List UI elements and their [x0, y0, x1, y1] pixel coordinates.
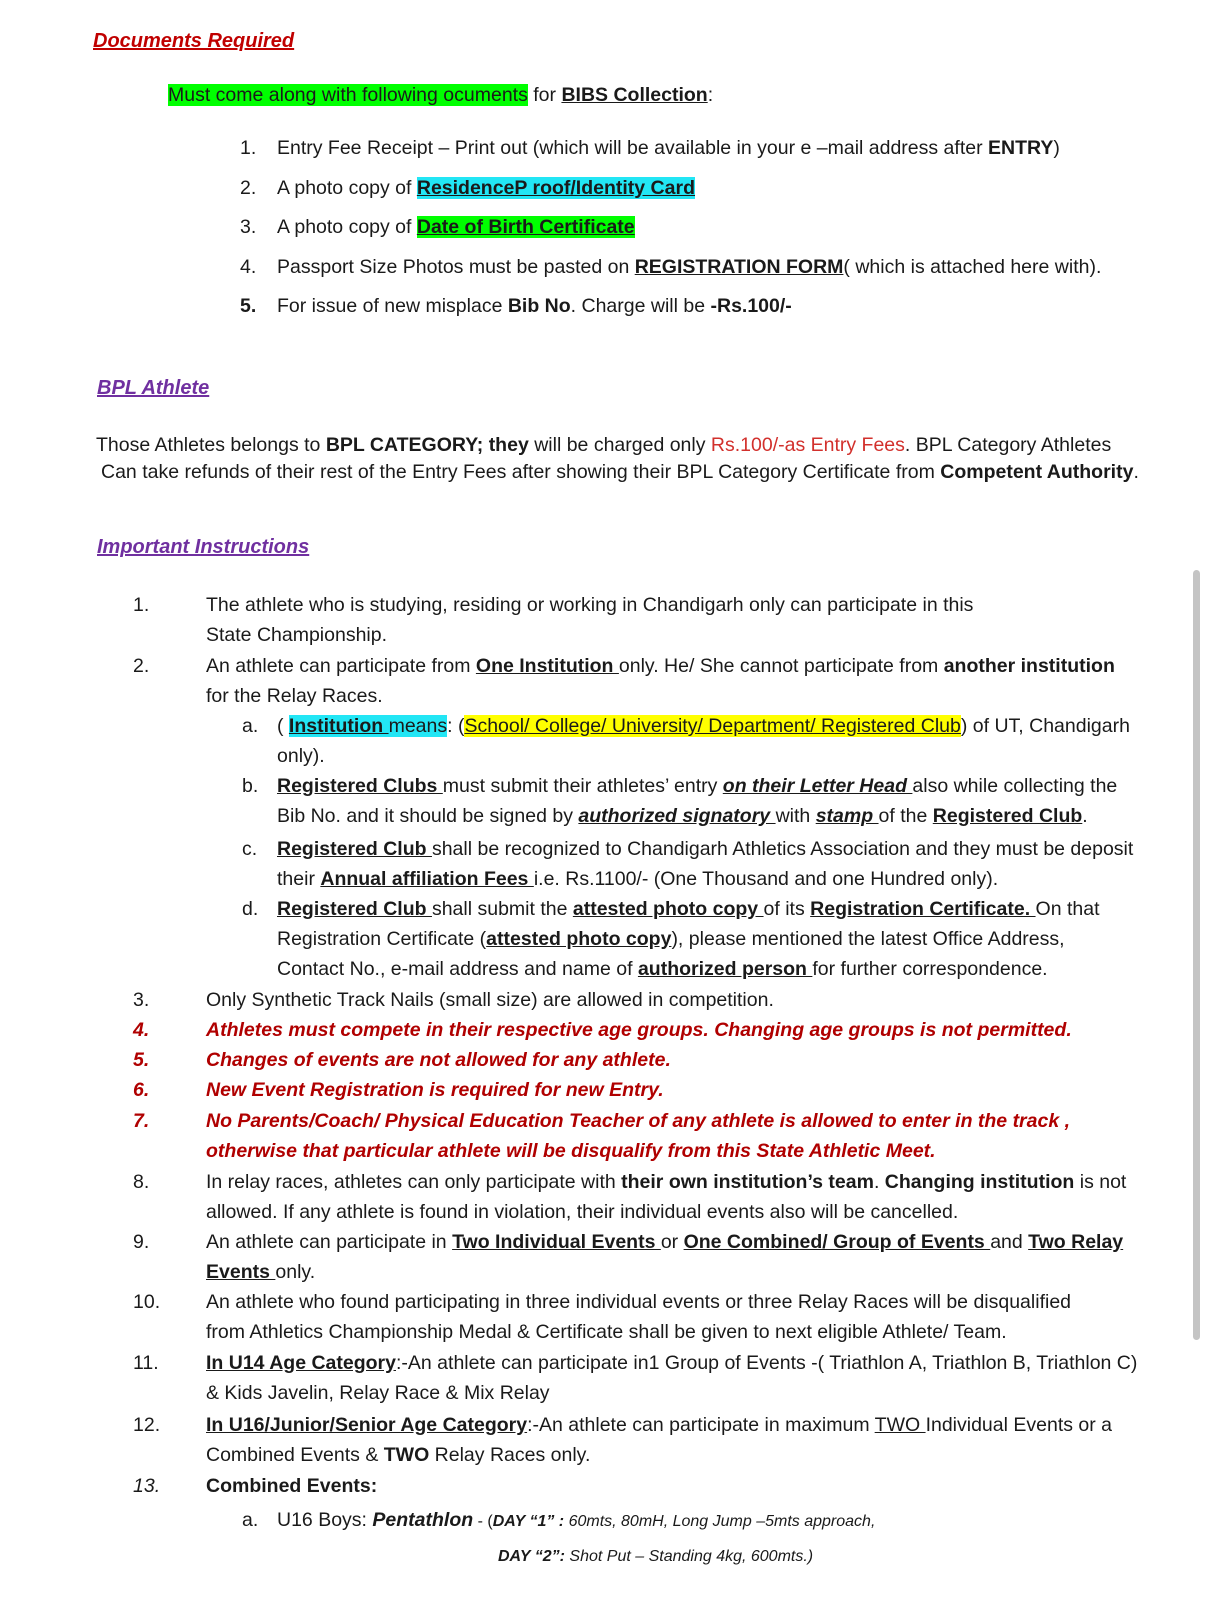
- instr-number: 1.: [133, 594, 150, 616]
- sub-text: Contact No., e-mail address and name of authorized person for further correspondence.: [277, 958, 1048, 980]
- sub-letter: d.: [242, 898, 259, 920]
- instr-number: 12.: [133, 1414, 161, 1436]
- instr-text: An athlete can participate from One Institution only. He/ She cannot participate from another institution: [206, 655, 1115, 677]
- instr-text: State Championship.: [206, 624, 388, 646]
- documents-required-heading: Documents Required: [93, 30, 295, 52]
- doc-item-number: 3.: [240, 216, 257, 238]
- bibs-intro-line: Must come along with following ocuments for BIBS Collection:: [168, 84, 714, 106]
- instr-text: & Kids Javelin, Relay Race & Mix Relay: [206, 1382, 550, 1404]
- instr-number: 8.: [133, 1171, 150, 1193]
- sub-text: only).: [277, 745, 325, 767]
- instr-number: 2.: [133, 655, 150, 677]
- instr-text-warning: No Parents/Coach/ Physical Education Teacher of any athlete is allowed to enter in the track ,: [206, 1110, 1071, 1132]
- instr-text-warning: New Event Registration is required for new Entry.: [206, 1079, 664, 1101]
- instr-text: Events only.: [206, 1261, 316, 1283]
- instr-text: The athlete who is studying, residing or working in Chandigarh only can participate in this: [206, 594, 974, 616]
- doc-item: Entry Fee Receipt – Print out (which will be available in your e –mail address after ENTRY): [277, 137, 1060, 159]
- instr-text: In U14 Age Category:-An athlete can participate in1 Group of Events -( Triathlon A, Triathlon B, Triathlon C): [206, 1352, 1138, 1374]
- bpl-paragraph-line: Those Athletes belongs to BPL CATEGORY; they will be charged only Rs.100/-as Entry Fees. BPL Category Athletes: [96, 434, 1112, 456]
- instr-number: 5.: [133, 1049, 150, 1071]
- sub-letter: a.: [242, 715, 259, 737]
- sub-text: DAY “2”: Shot Put – Standing 4kg, 600mts.): [498, 1548, 814, 1565]
- sub-text: Registered Club shall be recognized to Chandigarh Athletics Association and they must be deposit: [277, 838, 1134, 860]
- sub-text: U16 Boys: Pentathlon - (DAY “1” : 60mts, 80mH, Long Jump –5mts approach,: [277, 1509, 876, 1531]
- instr-number: 13.: [133, 1475, 161, 1497]
- doc-item-number: 5.: [240, 295, 257, 317]
- instr-text-warning: Changes of events are not allowed for any athlete.: [206, 1049, 671, 1071]
- sub-text: Registered Club shall submit the attested photo copy of its Registration Certificate. On that: [277, 898, 1100, 920]
- instr-text: from Athletics Championship Medal & Certificate shall be given to next eligible Athlete/ Team.: [206, 1321, 1007, 1343]
- instr-text: Combined Events:: [206, 1475, 378, 1497]
- sub-letter: c.: [242, 838, 258, 860]
- bpl-athlete-heading: BPL Athlete: [97, 377, 210, 399]
- instr-text: In relay races, athletes can only participate with their own institution’s team. Changing institution is not: [206, 1171, 1127, 1193]
- instr-text: for the Relay Races.: [206, 685, 383, 707]
- doc-item-number: 4.: [240, 256, 257, 278]
- sub-text: Registration Certificate (attested photo copy), please mentioned the latest Office Address,: [277, 928, 1065, 950]
- instr-number: 4.: [133, 1019, 150, 1041]
- intro-highlight: Must come along with following ocuments: [168, 84, 528, 106]
- doc-item: A photo copy of Date of Birth Certificate: [277, 216, 635, 238]
- instr-text-warning: otherwise that particular athlete will be disqualify from this State Athletic Meet.: [206, 1140, 936, 1162]
- scrollbar[interactable]: [1193, 570, 1200, 1340]
- instr-text: Only Synthetic Track Nails (small size) are allowed in competition.: [206, 989, 774, 1011]
- instr-text: An athlete can participate in Two Individual Events or One Combined/ Group of Events and Two Relay: [206, 1231, 1124, 1253]
- important-instructions-heading: Important Instructions: [97, 536, 310, 558]
- doc-item: A photo copy of ResidenceP roof/Identity Card: [277, 177, 695, 199]
- instr-text: An athlete who found participating in three individual events or three Relay Races will be disqualified: [206, 1291, 1072, 1313]
- instr-text-warning: Athletes must compete in their respective age groups. Changing age groups is not permitted.: [206, 1019, 1072, 1041]
- sub-text: ( Institution means: (School/ College/ University/ Department/ Registered Club) of UT, Chandigarh: [277, 715, 1130, 737]
- sub-text: their Annual affiliation Fees i.e. Rs.1100/- (One Thousand and one Hundred only).: [277, 868, 999, 890]
- instr-text: allowed. If any athlete is found in violation, their individual events also will be cancelled.: [206, 1201, 959, 1223]
- bpl-paragraph-line: Can take refunds of their rest of the Entry Fees after showing their BPL Category Certificate from Competent Authority.: [101, 461, 1139, 483]
- doc-item-number: 1.: [240, 137, 257, 159]
- instr-number: 10.: [133, 1291, 161, 1313]
- instr-number: 11.: [133, 1352, 159, 1374]
- sub-text: Bib No. and it should be signed by authorized signatory with stamp of the Registered Club.: [277, 805, 1088, 827]
- doc-item: Passport Size Photos must be pasted on REGISTRATION FORM( which is attached here with).: [277, 256, 1102, 278]
- instr-text: Combined Events & TWO Relay Races only.: [206, 1444, 591, 1466]
- sub-letter: b.: [242, 775, 259, 797]
- instr-number: 7.: [133, 1110, 150, 1132]
- doc-item: For issue of new misplace Bib No. Charge will be -Rs.100/-: [277, 295, 792, 317]
- instr-number: 9.: [133, 1231, 150, 1253]
- instr-text: In U16/Junior/Senior Age Category:-An athlete can participate in maximum TWO Individual Events or a: [206, 1414, 1113, 1436]
- instr-number: 6.: [133, 1079, 150, 1101]
- sub-text: Registered Clubs must submit their athletes’ entry on their Letter Head also while collecting the: [277, 775, 1118, 797]
- sub-letter: a.: [242, 1509, 259, 1531]
- doc-item-number: 2.: [240, 177, 257, 199]
- instr-number: 3.: [133, 989, 150, 1011]
